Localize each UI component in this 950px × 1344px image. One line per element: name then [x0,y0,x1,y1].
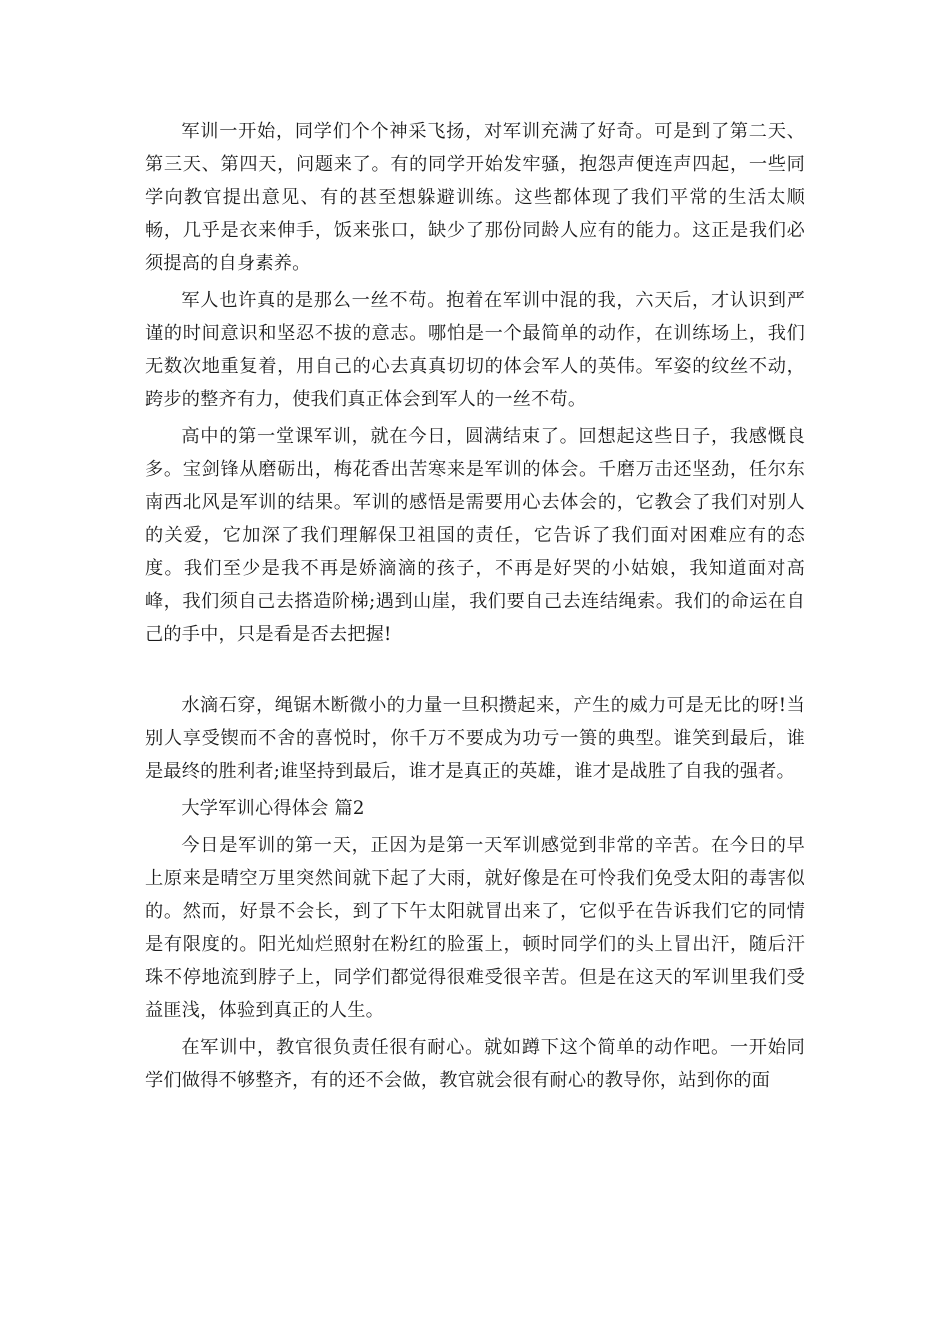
paragraph-1: 军训一开始，同学们个个神采飞扬，对军训充满了好奇。可是到了第二天、第三天、第四天，问题来了。有的同学开始发牢骚，抱怨声便连声四起，一些同学向教官提出意见、有的甚至想躲避训练。这些都体现了我们平常的生活太顺畅，几乎是衣来伸手，饭来张口，缺少了那份同龄人应有的能力。这正是我们必须提高的自身素养。 [145,121,805,274]
paragraph-4: 水滴石穿，绳锯木断微小的力量一旦积攒起来，产生的威力可是无比的呀!当别人享受锲而不舍的喜悦时，你千万不要成为功亏一篑的典型。谁笑到最后，谁是最终的胜利者;谁坚持到最后，谁才是真正的英雄，谁才是战胜了自我的强者。 [145,695,805,782]
paragraph-2: 军人也许真的是那么一丝不苟。抱着在军训中混的我，六天后，才认识到严谨的时间意识和坚忍不拔的意志。哪怕是一个最简单的动作，在训练场上，我们无数次地重复着，用自己的心去真真切切的体会军人的英伟。军姿的纹丝不动，跨步的整齐有力，使我们真正体会到军人的一丝不苟。 [145,290,805,410]
paragraph-3: 高中的第一堂课军训，就在今日，圆满结束了。回想起这些日子，我感慨良多。宝剑锋从磨砺出，梅花香出苦寒来是军训的体会。千磨万击还坚劲，任尔东南西北风是军训的结果。军训的感悟是需要用心去体会的，它教会了我们对别人的关爱，它加深了我们理解保卫祖国的责任，它告诉了我们面对困难应有的态度。我们至少是我不再是娇滴滴的孩子，不再是好哭的小姑娘，我知道面对高峰，我们须自己去搭造阶梯;遇到山崖，我们要自己去连结绳索。我们的命运在自己的手中，只是看是否去把握! [145,426,805,645]
paragraph-6: 在军训中，教官很负责任很有耐心。就如蹲下这个简单的动作吧。一开始同学们做得不够整齐，有的还不会做，教官就会很有耐心的教导你，站到你的面 [145,1037,805,1091]
paragraph-spacer [145,655,805,689]
paragraph-5: 今日是军训的第一天，正因为是第一天军训感觉到非常的辛苦。在今日的早上原来是晴空万里突然间就下起了大雨，就好像是在可怜我们免受太阳的毒害似的。然而，好景不会长，到了下午太阳就冒出来了，它似乎在告诉我们它的同情是有限度的。阳光灿烂照射在粉红的脸蛋上，顿时同学们的头上冒出汗，随后汗珠不停地流到脖子上，同学们都觉得很难受很辛苦。但是在这天的军训里我们受益匪浅，体验到真正的人生。 [145,835,805,1021]
document-page [145,115,805,1101]
section-heading: 大学军训心得体会 篇2 [181,798,365,819]
